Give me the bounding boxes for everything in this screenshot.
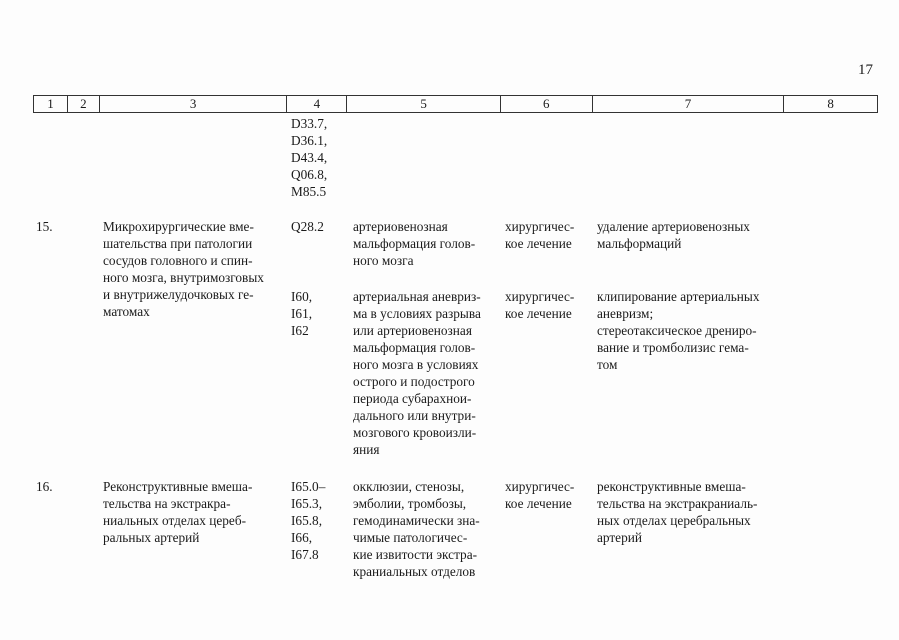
page-number: 17 — [858, 62, 873, 78]
row15-number: 15. — [36, 219, 53, 234]
row15-codes-b: I60, I61, I62 — [291, 289, 313, 338]
row15-model-a: артериовенозная мальформация голов- ного мозга — [353, 219, 476, 268]
header-cell-7: 7 — [593, 96, 785, 112]
header-cell-1: 1 — [34, 96, 68, 112]
header-cell-5: 5 — [347, 96, 501, 112]
header-cell-8: 8 — [827, 96, 834, 111]
row16-codes: I65.0– I65.3, I65.8, I66, I67.8 — [291, 479, 326, 562]
row15-name: Микрохирургические вме- шательства при патологии сосудов головного и спин- ного мозга, внутримозговых и внутрижелудочковых ге- матомах — [103, 219, 264, 319]
row15-method-a: удаление артериовенозных мальформаций — [597, 219, 750, 251]
header-cell-4: 4 — [287, 96, 347, 112]
row16-number: 16. — [36, 479, 53, 494]
row15-model-b: артериальная аневриз- ма в условиях разрыва или артериовенозная мальформация голов- ного мозга в условиях острого и подострого периода субарахнои- дального или внутри- мозгового кровоизли- яния — [353, 289, 481, 457]
table-header-row — [33, 95, 878, 113]
continuation-codes: D33.7, D36.1, D43.4, Q06.8, M85.5 — [291, 116, 328, 199]
row15-treatment-a: хирургичес- кое лечение — [505, 219, 575, 251]
header-cell-2: 2 — [68, 96, 100, 112]
row16-method: реконструктивные вмеша- тельства на экстракраниаль- ных отделах церебральных артерий — [597, 479, 758, 545]
row15-treatment-b: хирургичес- кое лечение — [505, 289, 575, 321]
row15-method-b: клипирование артериальных аневризм; стереотаксическое дрениро- вание и тромболизис гема- том — [597, 289, 760, 372]
row16-model: окклюзии, стенозы, эмболии, тромбозы, гемодинамически зна- чимые патологичес- кие извитости экстра- краниальных отделов — [353, 479, 480, 579]
header-cell-6: 6 — [501, 96, 593, 112]
row16-name: Реконструктивные вмеша- тельства на экстракра- ниальных отделах цереб- ральных артерий — [103, 479, 253, 545]
row15-codes-a: Q28.2 — [291, 219, 324, 234]
row16-treatment: хирургичес- кое лечение — [505, 479, 575, 511]
header-cell-3: 3 — [100, 96, 288, 112]
